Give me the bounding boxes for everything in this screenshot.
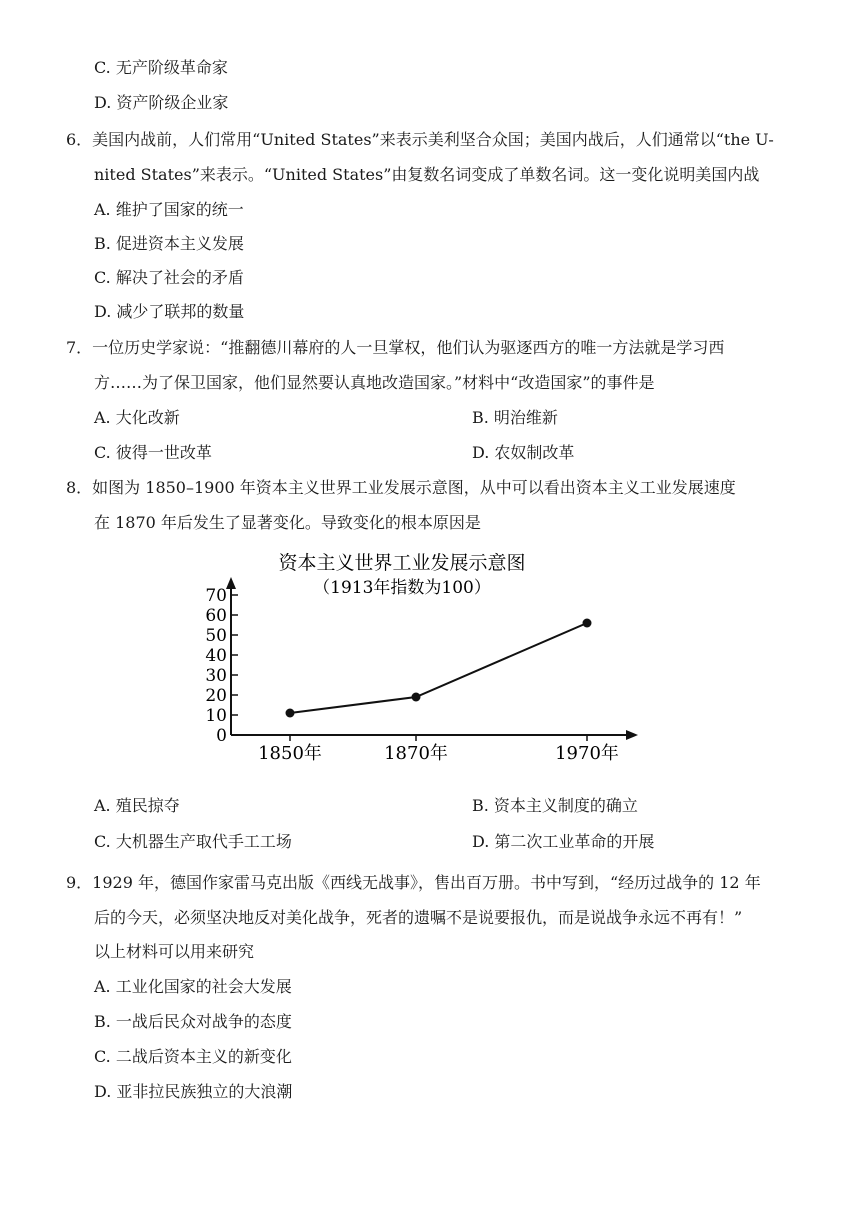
y-axis-arrow	[226, 577, 236, 589]
q7-stem-line-2: 方……为了保卫国家，他们显然要认真地改造国家。”材料中“改造国家”的事件是	[94, 373, 655, 392]
q9-stem-line-2: 后的今天，必须坚决地反对美化战争，死者的遗嘱不是说要报仇，而是说战争永远不再有！”	[94, 908, 743, 927]
q6-option-d: D. 减少了联邦的数量	[94, 302, 245, 321]
q9-option-c: C. 二战后资本主义的新变化	[94, 1047, 292, 1066]
x-axis-arrow	[626, 730, 638, 740]
y-ticks	[205, 586, 238, 746]
q7-option-a: A. 大化改新	[94, 408, 180, 427]
q7-option-d: D. 农奴制改革	[472, 443, 575, 462]
q6-option-c: C. 解决了社会的矛盾	[94, 268, 244, 287]
q5-option-c: C. 无产阶级革命家	[94, 58, 228, 77]
q9-option-a: A. 工业化国家的社会大发展	[94, 977, 292, 996]
chart-title: 资本主义世界工业发展示意图	[278, 552, 526, 574]
q6-option-a: A. 维护了国家的统一	[94, 200, 244, 219]
q6-option-b: B. 促进资本主义发展	[94, 234, 244, 253]
industry-development-chart	[190, 545, 660, 775]
q8-stem-line-1: 8．如图为 1850–1900 年资本主义世界工业发展示意图，从中可以看出资本主义工业发展速度	[66, 478, 736, 497]
y-tick-label: 70	[205, 586, 227, 606]
y-tick-label: 0	[216, 726, 227, 746]
q9-option-b: B. 一战后民众对战争的态度	[94, 1012, 292, 1031]
q7-option-c: C. 彼得一世改革	[94, 443, 212, 462]
data-point	[286, 709, 295, 718]
x-tick-label: 1870年	[384, 743, 448, 764]
q8-option-d: D. 第二次工业革命的开展	[472, 832, 655, 851]
x-tick-label: 1970年	[555, 743, 619, 764]
q7-stem-line-1: 7．一位历史学家说：“推翻德川幕府的人一旦掌权，他们认为驱逐西方的唯一方法就是学习西	[66, 338, 725, 357]
q7-option-b: B. 明治维新	[472, 408, 558, 427]
q5-option-d: D. 资产阶级企业家	[94, 93, 229, 112]
y-tick-label: 20	[205, 686, 227, 706]
x-ticks	[258, 735, 619, 764]
q9-stem-line-3: 以上材料可以用来研究	[94, 942, 255, 961]
y-tick-label: 50	[205, 626, 227, 646]
q9-option-d: D. 亚非拉民族独立的大浪潮	[94, 1082, 293, 1101]
q6-stem-line-2: nited States”来表示。“United States”由复数名词变成了单数名词。这一变化说明美国内战	[94, 165, 760, 184]
chart-subtitle: （1913年指数为100）	[313, 578, 491, 598]
q9-stem-line-1: 9．1929 年，德国作家雷马克出版《西线无战事》，售出百万册。书中写到，“经历过战争的 12 年	[66, 873, 761, 892]
data-point	[583, 619, 592, 628]
data-point	[412, 693, 421, 702]
y-tick-label: 30	[205, 666, 227, 686]
x-tick-label: 1850年	[258, 743, 322, 764]
q6-stem-line-1: 6．美国内战前，人们常用“United States”来表示美利坚合众国；美国内战后，人们通常以“the U-	[66, 130, 774, 149]
y-tick-label: 40	[205, 646, 227, 666]
series-polyline	[290, 623, 587, 713]
y-tick-label: 10	[205, 706, 227, 726]
q8-option-c: C. 大机器生产取代手工工场	[94, 832, 292, 851]
q8-option-a: A. 殖民掠夺	[94, 796, 180, 815]
y-tick-label: 60	[205, 606, 227, 626]
q8-option-b: B. 资本主义制度的确立	[472, 796, 638, 815]
series-line	[286, 619, 592, 718]
q8-stem-line-2: 在 1870 年后发生了显著变化。导致变化的根本原因是	[94, 513, 481, 532]
